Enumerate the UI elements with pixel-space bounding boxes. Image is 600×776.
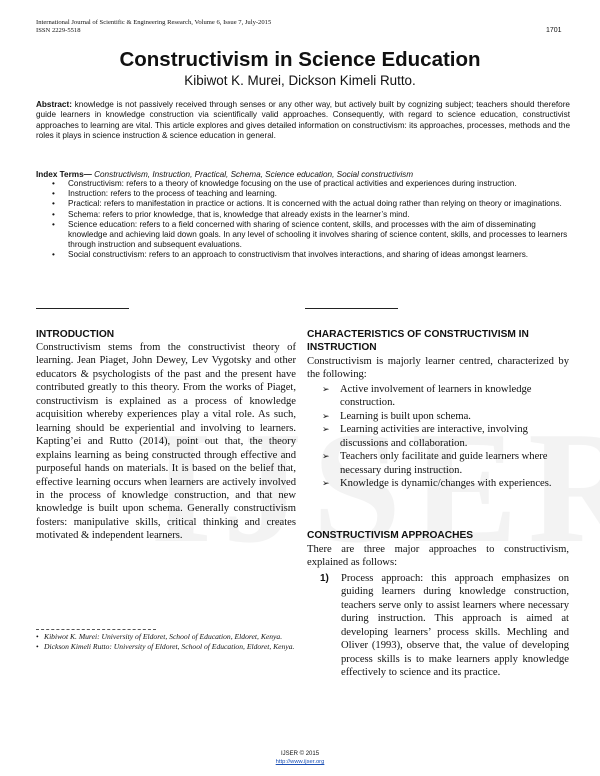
abstract (36, 100, 570, 141)
list-item: • Practical: refers to manifestation in practice or actions. It is concerned with the actual doing rather than relying on theory or imaginations. (36, 199, 570, 209)
list-item: ➢ Knowledge is dynamic/changes with experiences. (307, 477, 569, 490)
approaches-intro: There are three major approaches to constructivism, explained as follows: (307, 544, 569, 569)
list-item: • Science education: refers to a field concerned with sharing of science content, skills, and processes with the aim of disseminating knowledge and achieving laid down goals. In any level of schooling it involves sharing of science content, skills, and processes to learners through instruction and subsequent evaluations. (36, 220, 570, 251)
index-terms-text: Constructivism, Instruction, Practical, Schema, Science education, Social constructivism (91, 170, 414, 179)
list-item: ➢ Learning is built upon schema. (307, 410, 569, 423)
list-item: ➢ Teachers only facilitate and guide learners where necessary during instruction. (307, 450, 569, 477)
approach-item-process (307, 572, 569, 680)
list-item: • Social constructivism: refers to an approach to constructivism that involves interactions, and sharing of ideas amongst learners. (36, 250, 570, 260)
journal-title: International Journal of Scientific & Engineering Research, Volume 6, Issue 7, July-2015 (36, 19, 272, 26)
footnote-separator (36, 629, 156, 630)
paper-title: Constructivism in Science Education (119, 48, 481, 71)
list-item: ➢ Learning activities are interactive, involving discussions and collaboration. (307, 423, 569, 450)
approaches-heading: CONSTRUCTIVISM APPROACHES (307, 530, 474, 541)
index-terms-list (36, 179, 570, 261)
introduction-body: Constructivism stems from the constructivist theory of learning. Jean Piaget, John Dewey, Lev Vygotsky and other educators & psychologists of the past and the present have contributed greatly to this theory. From the works of Piaget, constructivism is explained as a process of knowledge acquisition whereby experiences play a vital role. As such, learning should be experiential and involving to learners. Kapting’ei and Rutto (2014), point out that, the theory explains learning as being constructed through effective and purposeful hands on materials. It is based on the belief that, effective learning occurs when learners are actively involved in the process of knowledge construction, and that new knowledge is built upon schema. Generally constructivism fosters: manipulative skills, critical thinking and creates motivated & independent learners. (36, 342, 296, 542)
introduction-heading: INTRODUCTION (36, 329, 115, 340)
characteristics-list (307, 383, 569, 491)
approach-text: Process approach: this approach emphasizes on guiding learners during knowledge construction, teachers serve only to assist learners where necessary during instruction. This approach is aimed at developing learners’ process skills. Mechling and Oliver (1993), observe that, the value of developing process skills is to make learners apply knowledge effectively to science and its practice. (341, 573, 569, 679)
list-item: ➢ Active involvement of learners in knowledge construction. (307, 383, 569, 410)
paper-authors: Kibiwot K. Murei, Dickson Kimeli Rutto. (184, 73, 416, 88)
list-item: • Constructivism: refers to a theory of knowledge focusing on the use of practical activities and experiences during instruction. (36, 179, 570, 189)
divider-left (36, 308, 129, 309)
copyright-footer: IJSER © 2015 (280, 751, 320, 757)
list-item: • Schema: refers to prior knowledge, that is, knowledge that already exists in the learner’s mind. (36, 210, 570, 220)
issn: ISSN 2229-5518 (36, 27, 81, 35)
list-item: • Instruction: refers to the process of teaching and learning. (36, 189, 570, 199)
author-footnotes (36, 632, 298, 652)
journal-link[interactable]: http://www.ijser.org (275, 759, 325, 765)
characteristics-intro: Constructivism is majorly learner centred, characterized by the following: (307, 356, 569, 381)
index-terms-label: Index Terms— (36, 170, 92, 179)
page-number: 1701 (546, 27, 562, 34)
footnote-item: • Kibiwot K. Murei: University of Eldoret, School of Education, Eldoret, Kenya. (36, 632, 298, 642)
divider-right (305, 308, 398, 309)
abstract-label: Abstract: (36, 100, 72, 109)
abstract-text: knowledge is not passively received through senses or any other way, but actively built by cognizing subject; teachers should therefore guide learners in knowledge construction via scientifically valid approaches. Consequently, with regard to science education, constructivist approaches to learning are vital. This article explores and gives detailed information on constructivism: its approaches, processes, methods and the roles it plays in science instruction & science education in general. (36, 100, 570, 140)
journal-header (36, 19, 271, 35)
footnote-item: • Dickson Kimeli Rutto: University of Eldoret, School of Education, Eldoret, Kenya. (36, 642, 298, 652)
approach-number: 1) (320, 573, 329, 584)
characteristics-heading: CHARACTERISTICS OF CONSTRUCTIVISM IN INSTRUCTION (307, 329, 529, 353)
